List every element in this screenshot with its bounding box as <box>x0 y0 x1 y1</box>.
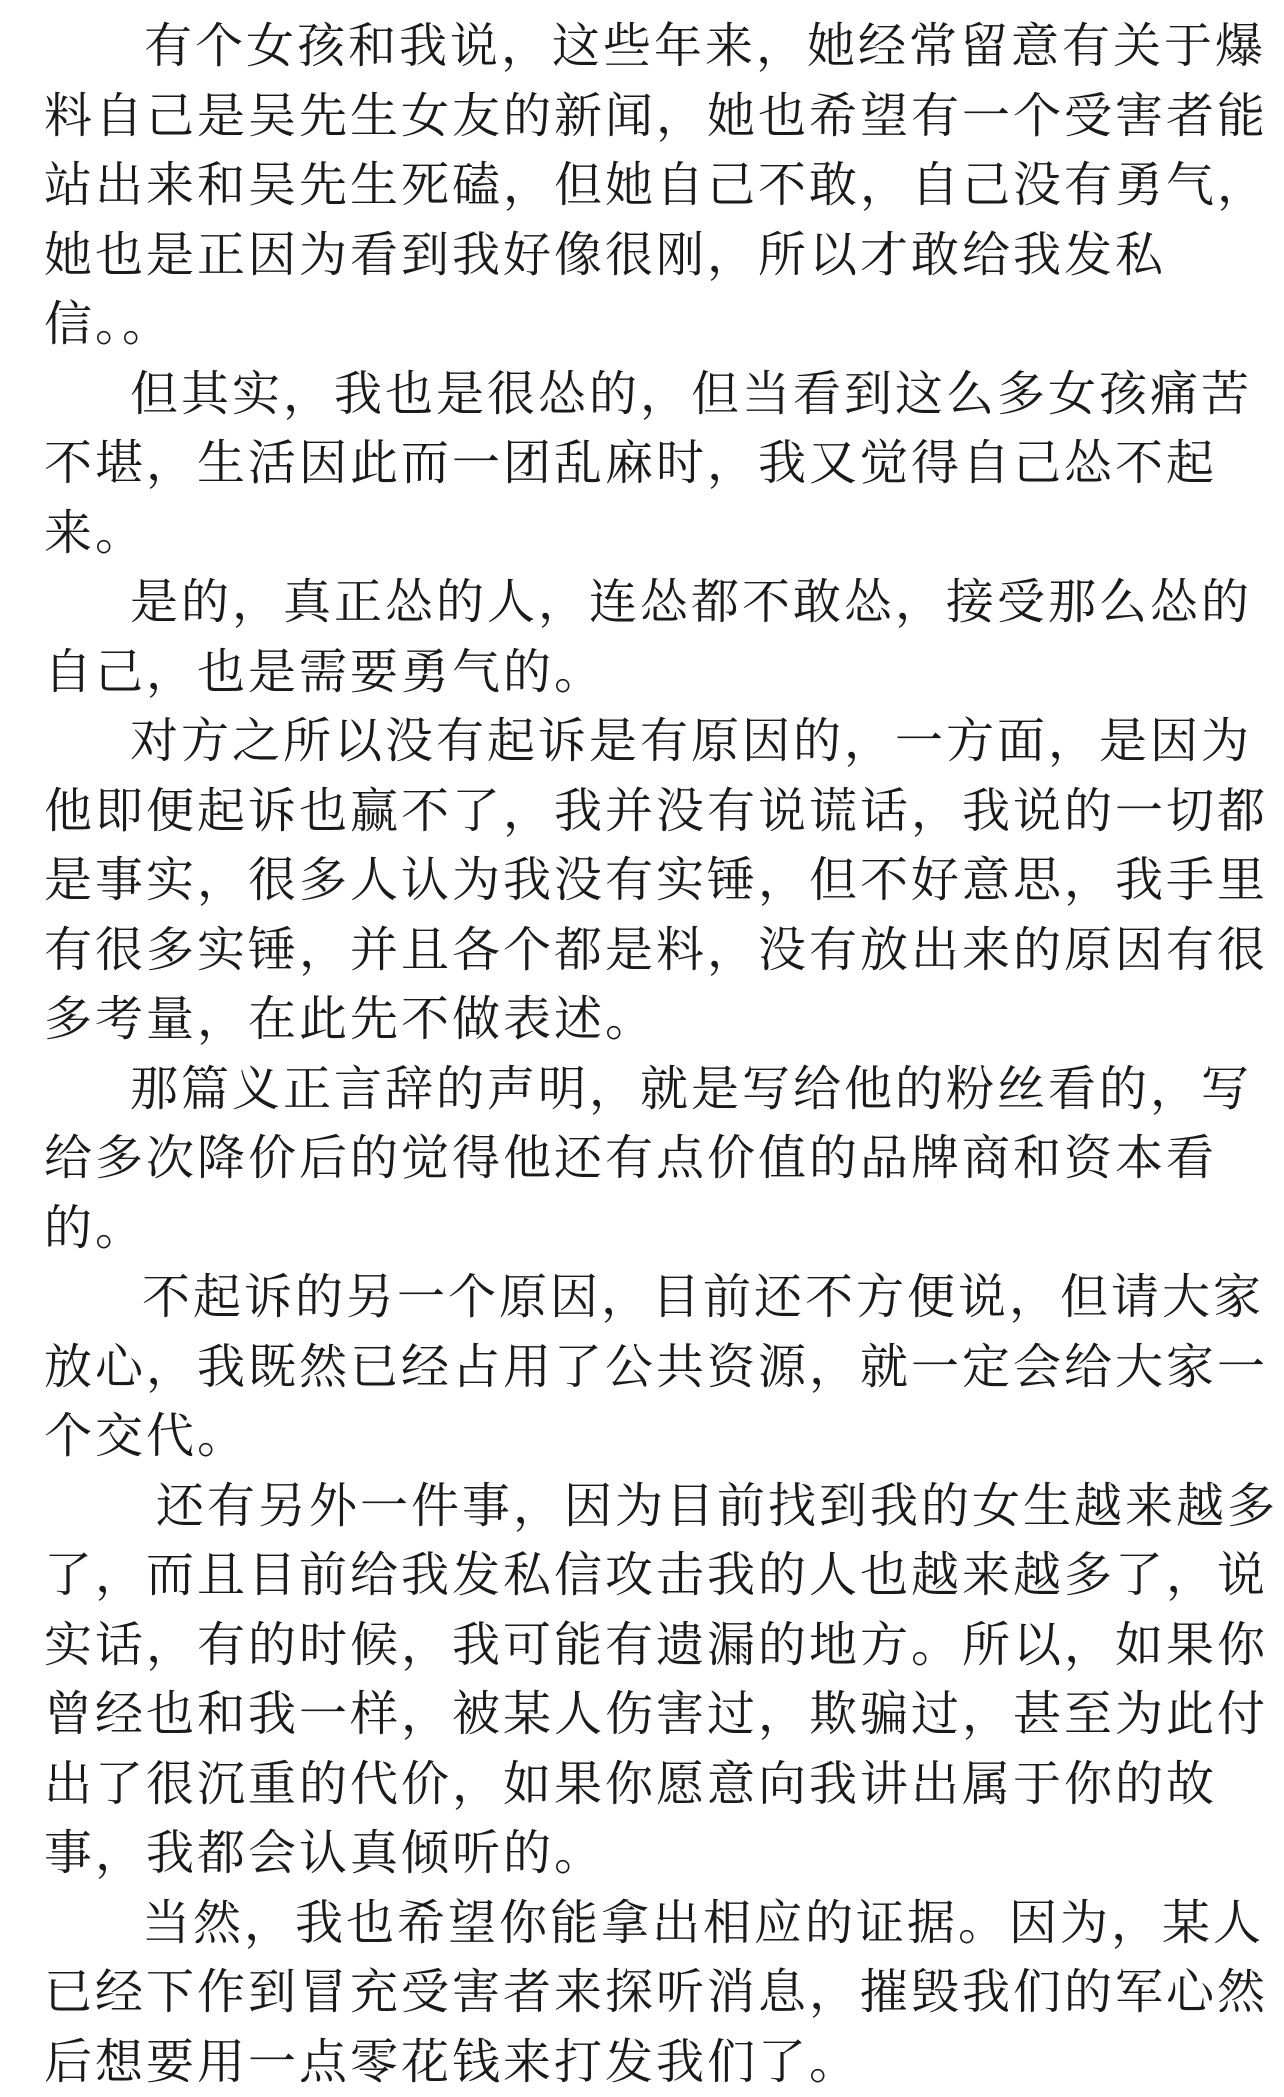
text-line: 料自己是吴先生女友的新闻，她也希望有一个受害者能 <box>44 82 1284 152</box>
text-line: 实话，有的时候，我可能有遗漏的地方。所以，如果你 <box>44 1611 1284 1681</box>
text-line: 不堪，生活因此而一团乱麻时，我又觉得自己怂不起 <box>44 429 1284 499</box>
paragraph-3 <box>44 568 1284 707</box>
text-line: 是的，真正怂的人，连怂都不敢怂，接受那么怂的 <box>44 568 1284 638</box>
text-line: 他即便起诉也赢不了，我并没有说谎话，我说的一切都 <box>44 777 1284 847</box>
text-line: 个交代。 <box>44 1402 1284 1472</box>
text-line: 了，而且目前给我发私信攻击我的人也越来越多了，说 <box>44 1541 1284 1611</box>
text-line: 有很多实锤，并且各个都是料，没有放出来的原因有很 <box>44 916 1284 986</box>
text-line: 还有另外一件事，因为目前找到我的女生越来越多 <box>44 1472 1284 1542</box>
text-line: 来。 <box>44 499 1284 569</box>
paragraph-8 <box>44 1889 1284 2097</box>
paragraph-2 <box>44 360 1284 569</box>
text-line: 已经下作到冒充受害者来探听消息，摧毁我们的军心然 <box>44 1958 1284 2028</box>
text-line: 那篇义正言辞的声明，就是写给他的粉丝看的，写 <box>44 1055 1284 1125</box>
text-line: 不起诉的另一个原因，目前还不方便说，但请大家 <box>44 1263 1284 1333</box>
text-line: 事，我都会认真倾听的。 <box>44 1819 1284 1889</box>
text-line: 曾经也和我一样，被某人伤害过，欺骗过，甚至为此付 <box>44 1680 1284 1750</box>
text-line: 她也是正因为看到我好像很刚，所以才敢给我发私 <box>44 221 1284 291</box>
text-line: 的。 <box>44 1194 1284 1264</box>
paragraph-6 <box>44 1263 1284 1472</box>
text-line: 是事实，很多人认为我没有实锤，但不好意思，我手里 <box>44 846 1284 916</box>
paragraph-7 <box>44 1472 1284 1889</box>
text-line: 出了很沉重的代价，如果你愿意向我讲出属于你的故 <box>44 1750 1284 1820</box>
text-line: 放心，我既然已经占用了公共资源，就一定会给大家一 <box>44 1333 1284 1403</box>
text-line: 给多次降价后的觉得他还有点价值的品牌商和资本看 <box>44 1124 1284 1194</box>
text-line: 当然，我也希望你能拿出相应的证据。因为，某人 <box>44 1889 1284 1959</box>
text-line: 多考量，在此先不做表述。 <box>44 985 1284 1055</box>
paragraph-4 <box>44 707 1284 1055</box>
text-line: 对方之所以没有起诉是有原因的，一方面，是因为 <box>44 707 1284 777</box>
paragraph-5 <box>44 1055 1284 1264</box>
text-line: 后想要用一点零花钱来打发我们了。 <box>44 2028 1284 2097</box>
text-line: 信。。 <box>44 290 1284 360</box>
text-line: 但其实，我也是很怂的，但当看到这么多女孩痛苦 <box>44 360 1284 430</box>
text-line: 有个女孩和我说，这些年来，她经常留意有关于爆 <box>44 12 1284 82</box>
paragraph-1 <box>44 12 1284 360</box>
text-line: 站出来和吴先生死磕，但她自己不敢，自己没有勇气， <box>44 151 1284 221</box>
text-line: 自己，也是需要勇气的。 <box>44 638 1284 708</box>
